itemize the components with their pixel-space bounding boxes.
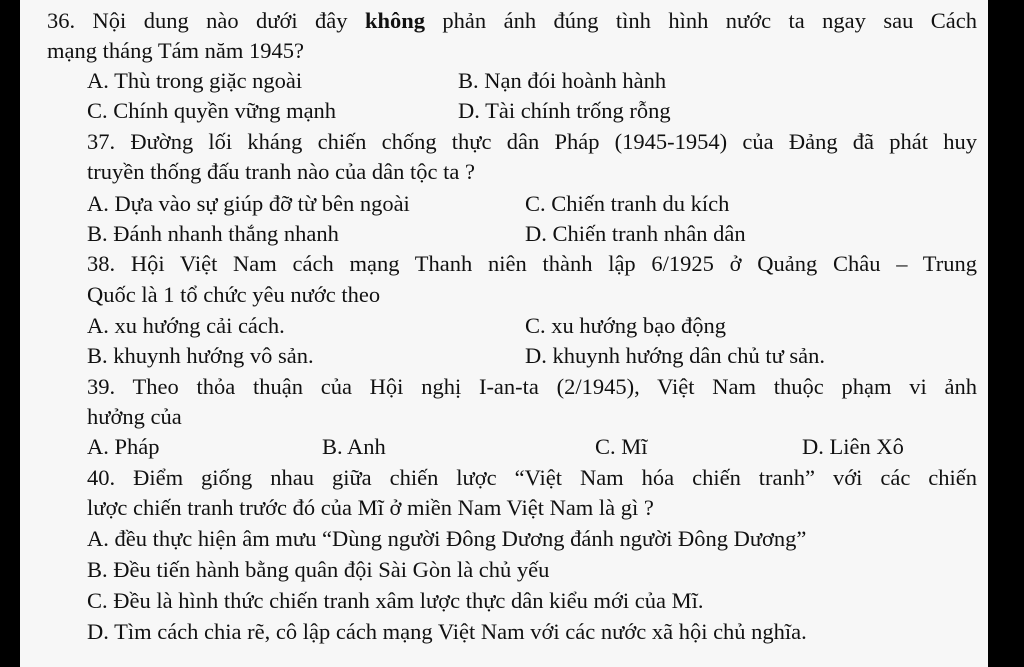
q36-stem-bold: không <box>364 8 426 33</box>
q40-stem-line1: 40. Điểm giống nhau giữa chiến lược “Việt Nam hóa chiến tranh” với các chiến <box>87 465 977 490</box>
q36-stem-prefix: 36. Nội dung nào dưới đây <box>47 8 365 33</box>
q37-stem-line1: 37. Đường lối kháng chiến chống thực dân Pháp (1945-1954) của Đảng đã phát huy <box>87 129 977 154</box>
q39-option-a: A. Pháp <box>87 434 160 459</box>
q39-option-d: D. Liên Xô <box>802 434 904 459</box>
q36-stem-line2: mạng tháng Tám năm 1945? <box>47 38 305 63</box>
q38-stem-line1: 38. Hội Việt Nam cách mạng Thanh niên thành lập 6/1925 ở Quảng Châu – Trung <box>87 251 977 276</box>
q38-option-a: A. xu hướng cải cách. <box>87 313 285 338</box>
q39-option-c: C. Mĩ <box>595 434 648 459</box>
q38-stem-line2: Quốc là 1 tổ chức yêu nước theo <box>87 282 381 307</box>
q36-option-a: A. Thù trong giặc ngoài <box>87 68 303 93</box>
q37-option-b: B. Đánh nhanh thắng nhanh <box>87 221 339 246</box>
q36-option-b: B. Nạn đói hoành hành <box>458 68 667 93</box>
q39-option-b: B. Anh <box>322 434 386 459</box>
q37-option-a: A. Dựa vào sự giúp đỡ từ bên ngoài <box>87 191 410 216</box>
q38-option-b: B. khuynh hướng vô sản. <box>87 343 314 368</box>
document-page <box>20 0 988 667</box>
q39-stem-line1: 39. Theo thỏa thuận của Hội nghị I-an-ta (2/1945), Việt Nam thuộc phạm vi ảnh <box>87 374 977 399</box>
q40-option-d: D. Tìm cách chia rẽ, cô lập cách mạng Việt Nam với các nước xã hội chủ nghĩa. <box>87 619 807 644</box>
q40-option-b: B. Đều tiến hành bằng quân đội Sài Gòn là chủ yếu <box>87 557 550 582</box>
q40-option-a: A. đều thực hiện âm mưu “Dùng người Đông Dương đánh người Đông Dương” <box>87 526 807 551</box>
q37-stem-line2: truyền thống đấu tranh nào của dân tộc ta ? <box>87 159 475 184</box>
q36-stem-line1 <box>47 7 977 35</box>
q37-option-d: D. Chiến tranh nhân dân <box>525 221 746 246</box>
q39-stem-line2: hưởng của <box>87 404 182 429</box>
q40-option-c: C. Đều là hình thức chiến tranh xâm lược thực dân kiểu mới của Mĩ. <box>87 588 704 613</box>
q38-option-c: C. xu hướng bạo động <box>525 313 726 338</box>
q40-stem-line2: lược chiến tranh trước đó của Mĩ ở miền Nam Việt Nam là gì ? <box>87 495 654 520</box>
q36-option-c: C. Chính quyền vững mạnh <box>87 98 337 123</box>
q38-option-d: D. khuynh hướng dân chủ tư sản. <box>525 343 826 368</box>
q37-option-c: C. Chiến tranh du kích <box>525 191 730 216</box>
q36-stem-suffix: phản ánh đúng tình hình nước ta ngay sau Cách <box>425 8 977 33</box>
q36-option-d: D. Tài chính trống rỗng <box>458 98 671 123</box>
